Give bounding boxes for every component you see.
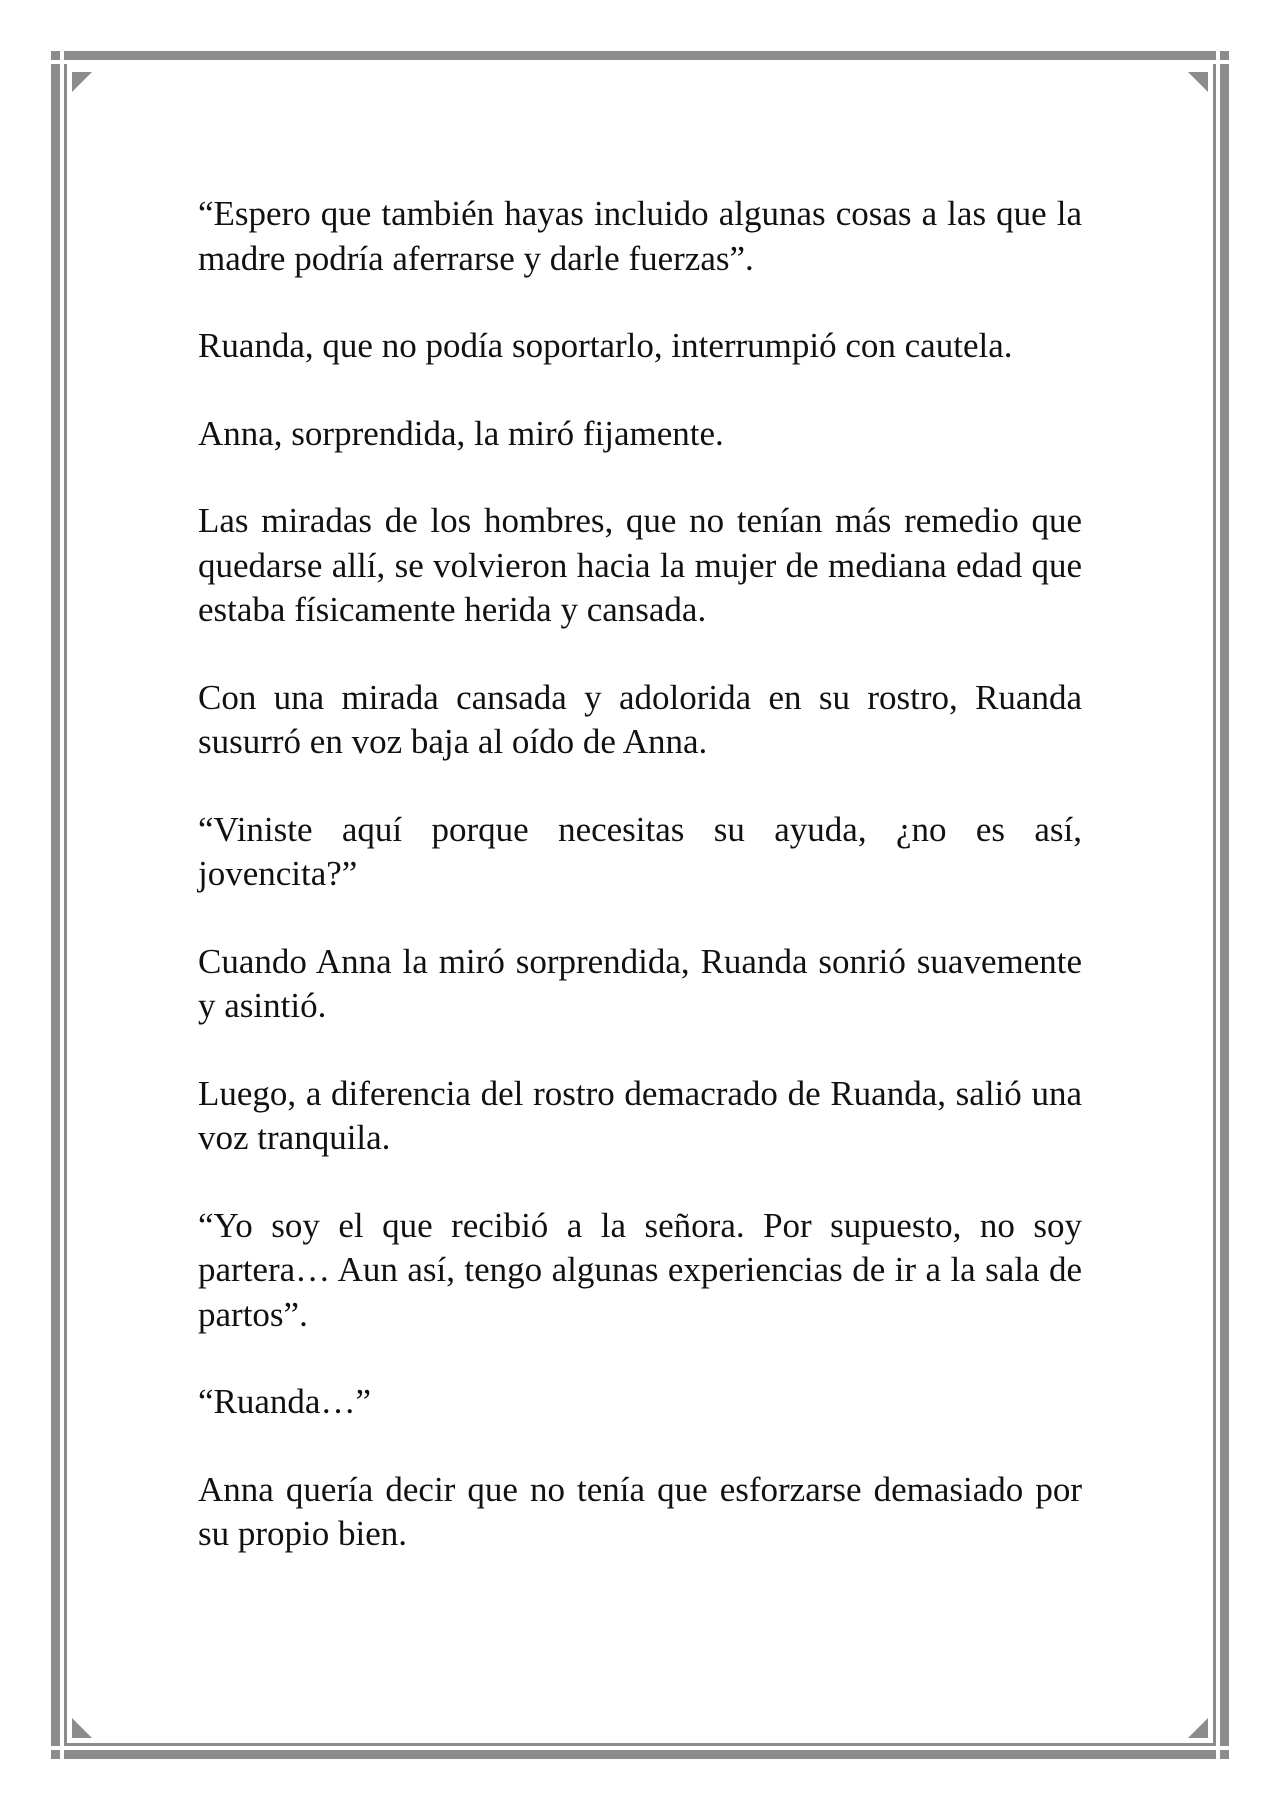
paragraph: Anna, sorprendida, la miró fijamente. xyxy=(198,413,724,453)
paragraph: Anna quería decir que no tenía que esforzarse demasiado por su propio bien. xyxy=(198,1469,1082,1553)
paragraph: Las miradas de los hombres, que no tenían más remedio que quedarse allí, se volvieron hacia la mujer de mediana edad que estaba físicamente herida y cansada. xyxy=(198,501,1082,629)
paragraph: Luego, a diferencia del rostro demacrado de Ruanda, salió una voz tranquila. xyxy=(198,1073,1082,1157)
paragraph: Cuando Anna la miró sorprendida, Ruanda sonrió suavemente y asintió. xyxy=(198,941,1082,1025)
page-body-text xyxy=(198,192,1082,1600)
paragraph: “Ruanda…” xyxy=(198,1382,371,1421)
paragraph: “Espero que también hayas incluido algunas cosas a las que la madre podría aferrarse y darle fuerzas”. xyxy=(198,194,1082,278)
paragraph: Con una mirada cansada y adolorida en su rostro, Ruanda susurró en voz baja al oído de Anna. xyxy=(198,677,1082,761)
paragraph: Ruanda, que no podía soportarlo, interrumpió con cautela. xyxy=(198,326,1013,365)
paragraph: “Yo soy el que recibió a la señora. Por supuesto, no soy partera… Aun así, tengo algunas experiencias de ir a la sala de partos”. xyxy=(198,1205,1082,1334)
paragraph: “Viniste aquí porque necesitas su ayuda, ¿no es así, jovencita?” xyxy=(198,809,1082,893)
